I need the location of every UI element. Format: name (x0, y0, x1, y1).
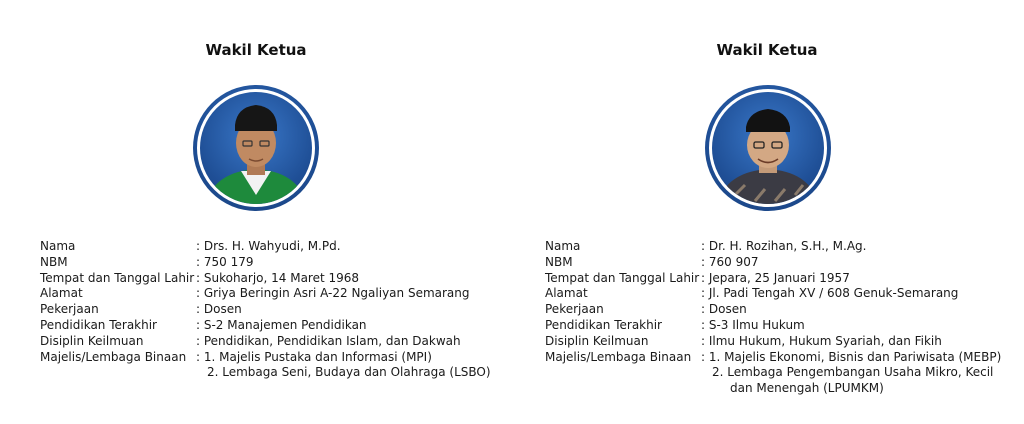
detail-value: : Jl. Padi Tengah XV / 608 Genuk-Semarang (701, 286, 959, 301)
detail-label: Disiplin Keilmuan (545, 333, 649, 348)
detail-value: : Jepara, 25 Januari 1957 (701, 270, 850, 285)
detail-label: Pekerjaan (40, 302, 99, 317)
card-title: Wakil Ketua (716, 41, 818, 59)
detail-label: Nama (40, 239, 76, 253)
detail-label: Alamat (40, 286, 83, 301)
profile-photo (193, 85, 319, 211)
profile-details (40, 239, 491, 381)
detail-value: : Dosen (196, 302, 242, 317)
detail-label: Tempat dan Tanggal Lahir (545, 270, 700, 285)
detail-value: : Dosen (701, 302, 747, 317)
detail-row (40, 350, 491, 366)
detail-row (40, 302, 491, 318)
detail-value: : Ilmu Hukum, Hukum Syariah, dan Fikih (701, 333, 942, 348)
detail-continuation: 2. Lembaga Seni, Budaya dan Olahraga (LSBO) (207, 365, 491, 380)
detail-value: : Sukoharjo, 14 Maret 1968 (196, 270, 360, 285)
detail-value: : Dr. H. Rozihan, S.H., M.Ag. (701, 239, 867, 253)
detail-label: NBM (40, 254, 68, 269)
detail-label: NBM (545, 254, 573, 269)
detail-value: : 750 179 (196, 254, 254, 269)
detail-value: : Pendidikan, Pendidikan Islam, dan Dakwah (196, 333, 461, 348)
detail-row (545, 255, 1001, 271)
detail-row (40, 286, 491, 302)
detail-label: Alamat (545, 286, 588, 301)
detail-continuation: dan Menengah (LPUMKM) (730, 381, 884, 396)
detail-label: Nama (545, 239, 581, 253)
detail-row (545, 302, 1001, 318)
detail-label: Majelis/Lembaga Binaan (40, 349, 187, 364)
detail-row (40, 239, 491, 255)
person-portrait-icon (705, 85, 831, 211)
detail-label: Pekerjaan (545, 302, 604, 317)
detail-row (545, 334, 1001, 350)
detail-value: : S-2 Manajemen Pendidikan (196, 317, 367, 332)
detail-value: : 1. Majelis Pustaka dan Informasi (MPI) (196, 349, 432, 364)
detail-label: Disiplin Keilmuan (40, 333, 144, 348)
detail-label: Majelis/Lembaga Binaan (545, 349, 692, 364)
detail-row (40, 318, 491, 334)
detail-row (545, 271, 1001, 287)
profile-card-right (505, 0, 1005, 424)
detail-label: Tempat dan Tanggal Lahir (40, 270, 195, 285)
detail-value: : 1. Majelis Ekonomi, Bisnis dan Pariwisata (MEBP) (701, 349, 1002, 364)
detail-row (545, 239, 1001, 255)
detail-value: : 760 907 (701, 254, 759, 269)
profile-details (545, 239, 1001, 397)
detail-value: : Griya Beringin Asri A-22 Ngaliyan Semarang (196, 286, 470, 301)
detail-label: Pendidikan Terakhir (40, 317, 157, 332)
detail-value: : Drs. H. Wahyudi, M.Pd. (196, 239, 341, 253)
card-title: Wakil Ketua (205, 41, 307, 59)
profile-card-left (0, 0, 500, 424)
detail-row (40, 334, 491, 350)
detail-row (545, 286, 1001, 302)
profile-photo (705, 85, 831, 211)
detail-continuation: 2. Lembaga Pengembangan Usaha Mikro, Kecil (712, 365, 994, 380)
detail-label: Pendidikan Terakhir (545, 317, 662, 332)
detail-row (40, 271, 491, 287)
detail-row (545, 350, 1001, 366)
detail-row (40, 255, 491, 271)
person-portrait-icon (193, 85, 319, 211)
detail-value: : S-3 Ilmu Hukum (701, 317, 805, 332)
detail-row (545, 318, 1001, 334)
